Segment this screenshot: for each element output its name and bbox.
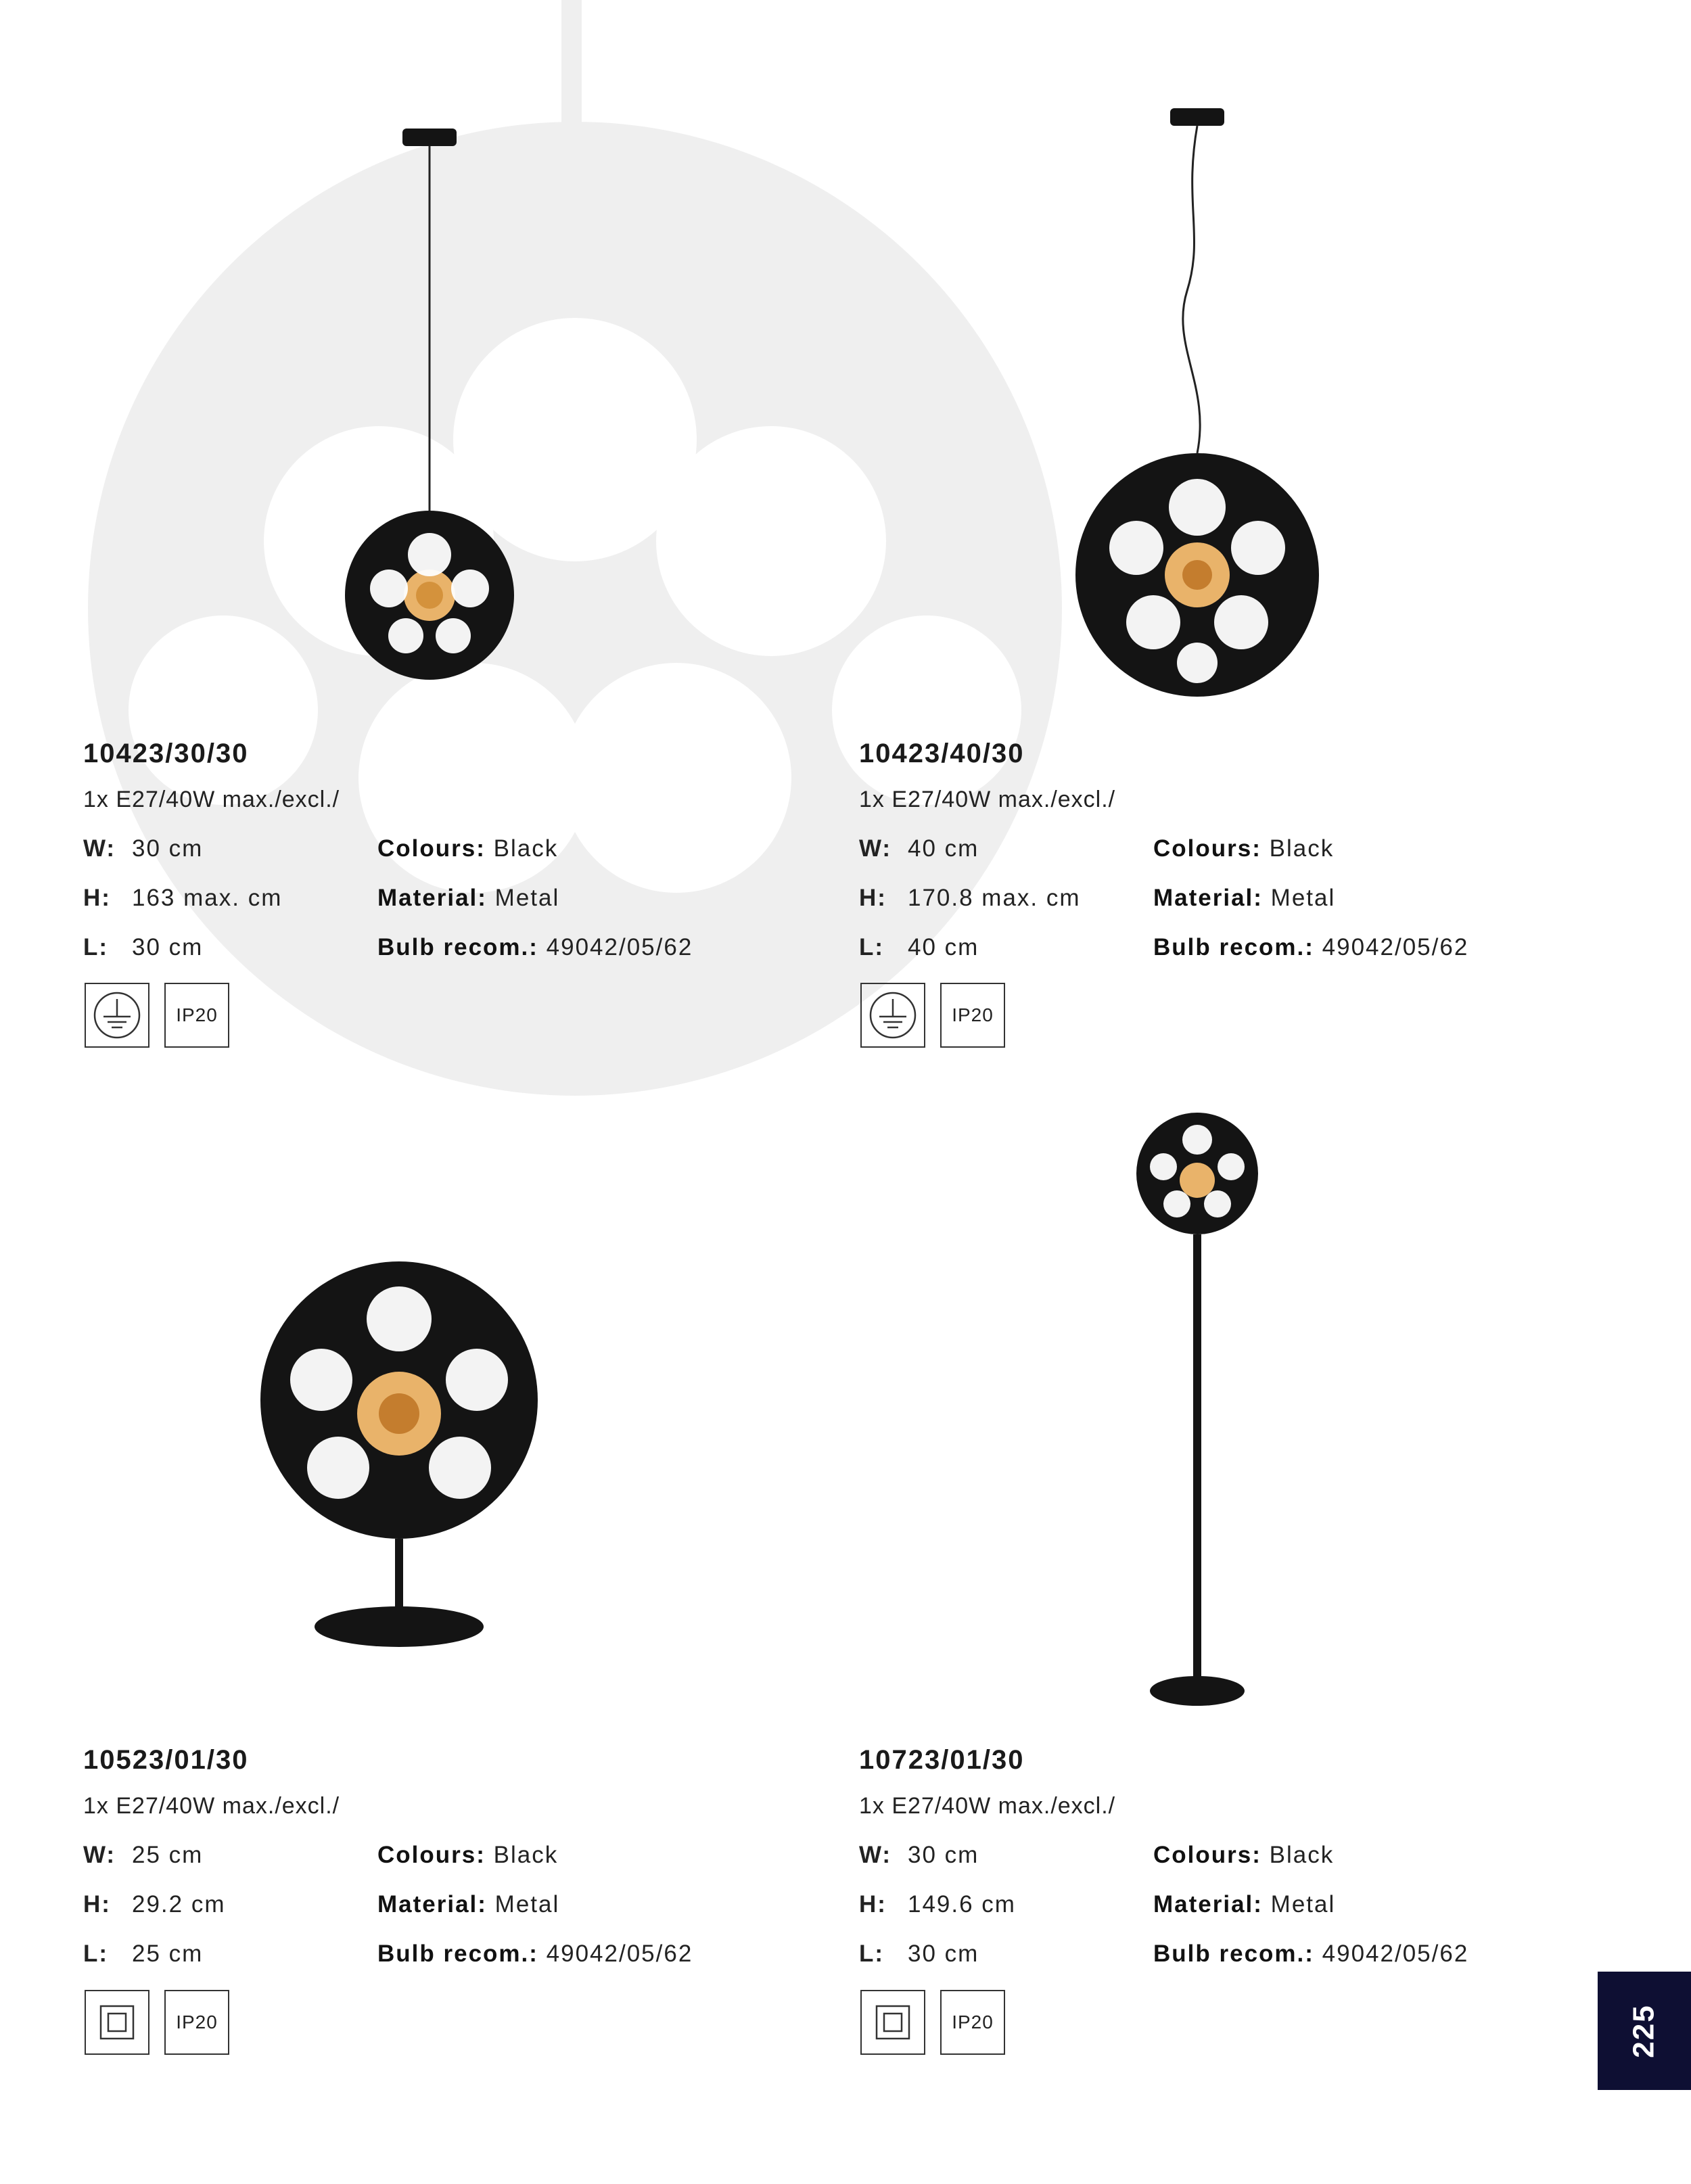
material-label: Material: xyxy=(1153,1891,1263,1918)
length-spec xyxy=(859,1941,979,1968)
length-value: 30 cm xyxy=(132,934,204,960)
material-spec xyxy=(1153,1891,1335,1918)
ip-rating: IP20 xyxy=(952,2012,994,2032)
page-number: 225 xyxy=(1627,2003,1661,2058)
product-image-pendant-large xyxy=(1069,101,1339,710)
height-spec xyxy=(859,1891,1016,1918)
length-spec xyxy=(859,934,979,961)
length-value: 30 cm xyxy=(908,1941,979,1967)
product-code: 10523/01/30 xyxy=(83,1745,249,1775)
material-label: Material: xyxy=(377,1891,487,1918)
bulb-recom-value: 49042/05/62 xyxy=(1322,934,1469,960)
bulb-recom-label: Bulb recom.: xyxy=(377,934,538,960)
bulb-spec: 1x E27/40W max./excl./ xyxy=(83,1793,340,1819)
double-insulation-icon xyxy=(85,1990,149,2055)
material-value: Metal xyxy=(1270,1891,1336,1918)
height-value: 29.2 cm xyxy=(132,1891,226,1918)
length-label: L: xyxy=(83,1941,109,1967)
colours-value: Black xyxy=(493,1842,559,1868)
ip-rating: IP20 xyxy=(952,1004,994,1025)
height-label: H: xyxy=(859,885,887,911)
width-label: W: xyxy=(859,835,892,862)
width-label: W: xyxy=(859,1842,892,1868)
width-value: 30 cm xyxy=(132,835,204,862)
bulb-spec: 1x E27/40W max./excl./ xyxy=(83,787,340,812)
length-spec xyxy=(83,934,203,961)
bulb-recom-label: Bulb recom.: xyxy=(377,1941,538,1967)
width-spec xyxy=(83,835,203,862)
colours-value: Black xyxy=(1269,835,1335,862)
length-label: L: xyxy=(859,934,885,960)
bulb-recom-spec xyxy=(1153,1941,1468,1968)
colours-value: Black xyxy=(493,835,559,862)
width-value: 40 cm xyxy=(908,835,979,862)
double-insulation-icon xyxy=(860,1990,925,2055)
ip-rating-badge xyxy=(164,983,229,1048)
colours-label: Colours: xyxy=(377,1842,486,1868)
colours-spec xyxy=(377,835,558,862)
material-label: Material: xyxy=(1153,885,1263,911)
ip-rating-badge xyxy=(940,983,1005,1048)
earth-ground-icon xyxy=(85,983,149,1048)
bulb-recom-value: 49042/05/62 xyxy=(1322,1941,1469,1967)
height-spec xyxy=(859,885,1081,912)
ip-rating: IP20 xyxy=(176,1004,218,1025)
ip-rating: IP20 xyxy=(176,2012,218,2032)
length-label: L: xyxy=(859,1941,885,1967)
height-label: H: xyxy=(83,1891,111,1918)
width-value: 30 cm xyxy=(908,1842,979,1868)
colours-label: Colours: xyxy=(1153,835,1261,862)
colours-spec xyxy=(377,1842,558,1869)
width-value: 25 cm xyxy=(132,1842,204,1868)
bulb-recom-label: Bulb recom.: xyxy=(1153,934,1314,960)
product-image-pendant-small xyxy=(325,122,541,703)
colours-label: Colours: xyxy=(377,835,486,862)
length-value: 25 cm xyxy=(132,1941,204,1967)
height-spec xyxy=(83,885,282,912)
material-spec xyxy=(377,1891,559,1918)
material-value: Metal xyxy=(1270,885,1336,911)
background-lamp-image xyxy=(0,0,1150,1150)
length-value: 40 cm xyxy=(908,934,979,960)
height-label: H: xyxy=(83,885,111,911)
bulb-recom-value: 49042/05/62 xyxy=(546,934,693,960)
colours-value: Black xyxy=(1269,1842,1335,1868)
colours-spec xyxy=(1153,1842,1334,1869)
material-value: Metal xyxy=(494,1891,560,1918)
width-spec xyxy=(83,1842,203,1869)
colours-label: Colours: xyxy=(1153,1842,1261,1868)
ip-rating-badge xyxy=(940,1990,1005,2055)
width-label: W: xyxy=(83,1842,116,1868)
height-value: 163 max. cm xyxy=(132,885,283,911)
bulb-spec: 1x E27/40W max./excl./ xyxy=(859,1793,1116,1819)
material-value: Metal xyxy=(494,885,560,911)
height-spec xyxy=(83,1891,226,1918)
product-code: 10723/01/30 xyxy=(859,1745,1025,1775)
width-spec xyxy=(859,1842,979,1869)
earth-ground-icon xyxy=(860,983,925,1048)
length-spec xyxy=(83,1941,203,1968)
height-value: 170.8 max. cm xyxy=(908,885,1081,911)
width-label: W: xyxy=(83,835,116,862)
bulb-recom-spec xyxy=(1153,934,1468,961)
bulb-spec: 1x E27/40W max./excl./ xyxy=(859,787,1116,812)
colours-spec xyxy=(1153,835,1334,862)
bulb-recom-label: Bulb recom.: xyxy=(1153,1941,1314,1967)
ip-rating-badge xyxy=(164,1990,229,2055)
length-label: L: xyxy=(83,934,109,960)
height-label: H: xyxy=(859,1891,887,1918)
bulb-recom-value: 49042/05/62 xyxy=(546,1941,693,1967)
product-code: 10423/40/30 xyxy=(859,739,1025,768)
product-code: 10423/30/30 xyxy=(83,739,249,768)
bulb-recom-spec xyxy=(377,934,693,961)
material-spec xyxy=(1153,885,1335,912)
page-number-tab xyxy=(1598,1972,1691,2090)
material-label: Material: xyxy=(377,885,487,911)
product-image-floor-lamp xyxy=(1123,1109,1272,1718)
product-image-table-lamp xyxy=(257,1245,541,1664)
bulb-recom-spec xyxy=(377,1941,693,1968)
width-spec xyxy=(859,835,979,862)
height-value: 149.6 cm xyxy=(908,1891,1016,1918)
material-spec xyxy=(377,885,559,912)
